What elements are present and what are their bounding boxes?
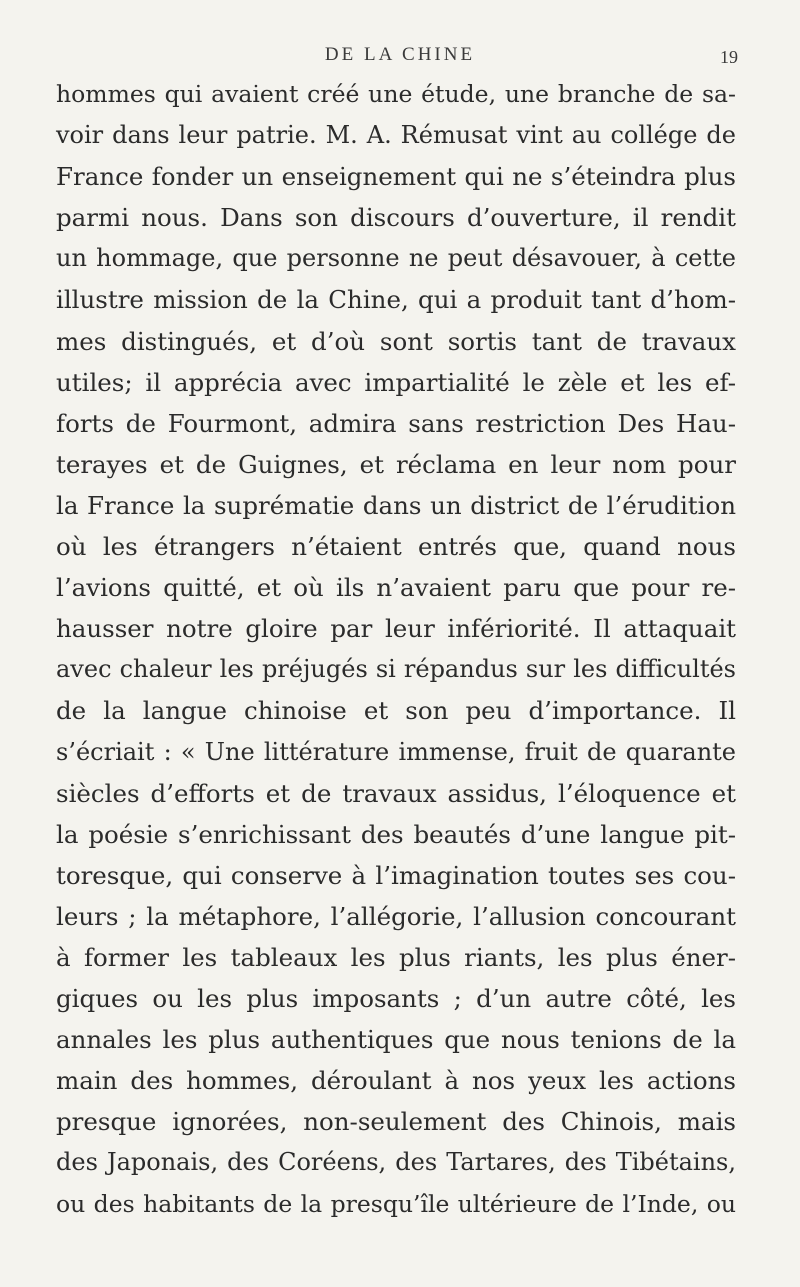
text-line: toresque, qui conserve à l’imagination toutes ses cou- — [56, 860, 736, 890]
text-line: l’avions quitté, et où ils n’avaient paru que pour re- — [56, 573, 736, 603]
text-line: mes distingués, et d’où sont sortis tant de travaux — [56, 326, 736, 356]
text-line: parmi nous. Dans son discours d’ouverture, il rendit — [56, 203, 736, 233]
text-line: à former les tableaux les plus riants, les plus éner- — [56, 942, 736, 972]
text-line: giques ou les plus imposants ; d’un autre côté, les — [56, 984, 736, 1014]
text-line: des Japonais, des Coréens, des Tartares, des Tibétains, — [56, 1148, 736, 1177]
text-line: utiles; il apprécia avec impartialité le zèle et les ef- — [56, 367, 736, 397]
text-line: annales les plus authentiques que nous tenions de la — [56, 1025, 736, 1055]
text-line: un hommage, que personne ne peut désavouer, à cette — [56, 244, 736, 273]
text-line: ou des habitants de la presqu’île ultérieure de l’Inde, ou — [56, 1189, 736, 1218]
text-line: France fonder un enseignement qui ne s’éteindra plus — [56, 162, 736, 192]
text-line: hausser notre gloire par leur infériorité. Il attaquait — [56, 614, 736, 644]
text-line: terayes et de Guignes, et réclama en leur nom pour — [56, 449, 736, 479]
text-line: voir dans leur patrie. M. A. Rémusat vint au collége de — [56, 121, 736, 150]
page-number: 19 — [720, 47, 738, 67]
text-line: s’écriait : « Une littérature immense, fruit de quarante — [56, 737, 736, 766]
text-line: la France la suprématie dans un district de l’érudition — [56, 490, 736, 520]
text-line: siècles d’efforts et de travaux assidus, l’éloquence et — [56, 778, 736, 808]
text-line: main des hommes, déroulant à nos yeux les actions — [56, 1066, 736, 1096]
text-line: hommes qui avaient créé une étude, une branche de sa- — [56, 80, 736, 108]
body-text — [56, 74, 736, 1225]
text-line: illustre mission de la Chine, qui a produit tant d’hom- — [56, 285, 736, 315]
text-line: la poésie s’enrichissant des beautés d’une langue pit- — [56, 819, 736, 849]
text-line: de la langue chinoise et son peu d’importance. Il — [56, 696, 736, 726]
text-line: forts de Fourmont, admira sans restriction Des Hau- — [56, 408, 736, 438]
text-line: leurs ; la métaphore, l’allégorie, l’allusion concourant — [56, 901, 736, 931]
running-head: DE LA CHINE — [324, 44, 476, 65]
text-line: où les étrangers n’étaient entrés que, quand nous — [56, 532, 736, 562]
text-line: presque ignorées, non-seulement des Chinois, mais — [56, 1107, 736, 1137]
text-line: avec chaleur les préjugés si répandus sur les difficultés — [56, 655, 736, 684]
